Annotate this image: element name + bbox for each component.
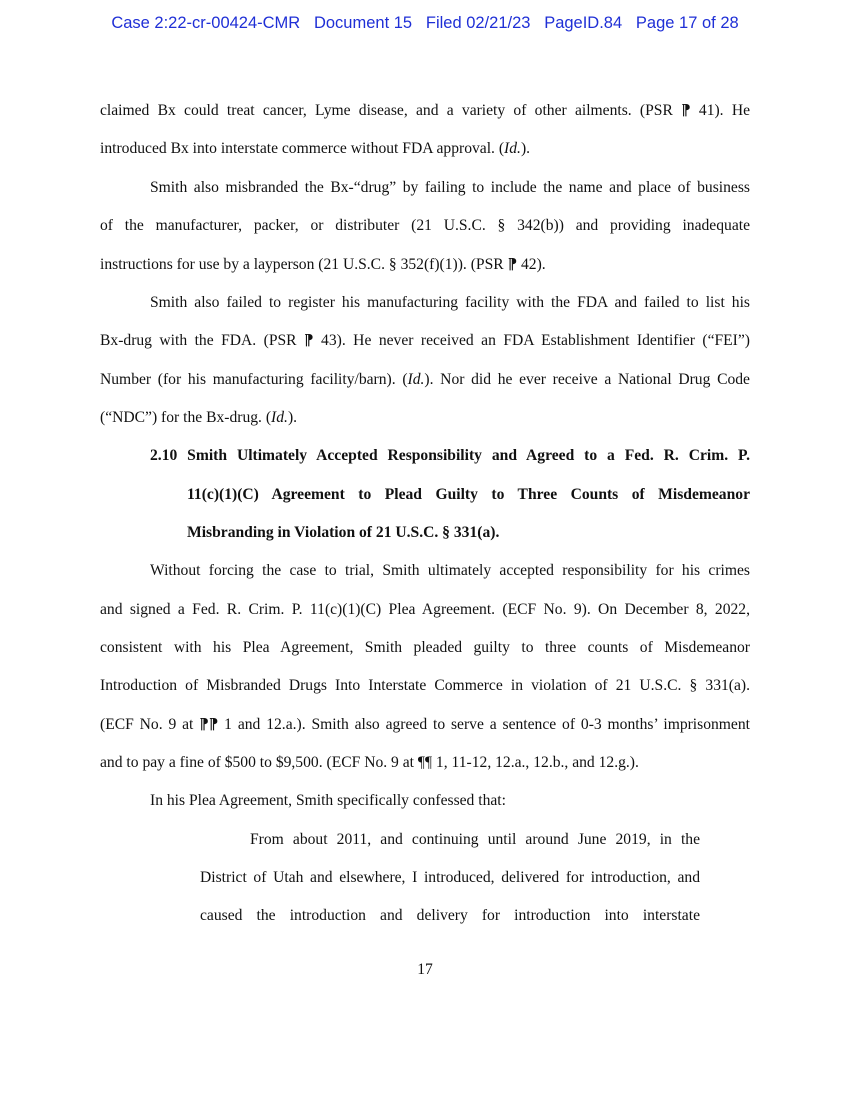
body-line: of the manufacturer, packer, or distributer (21 U.S.C. § 342(b)) and providing inadequate [100,217,750,234]
body-line: Introduction of Misbranded Drugs Into Interstate Commerce in violation of 21 U.S.C. § 331(a). [100,677,750,694]
body-line: Smith also misbranded the Bx-“drug” by failing to include the name and place of business [150,179,750,196]
body-line: (“NDC”) for the Bx-drug. (Id.). [100,409,298,426]
body-line: consistent with his Plea Agreement, Smith pleaded guilty to three counts of Misdemeanor [100,639,750,656]
block-quote-line: District of Utah and elsewhere, I introduced, delivered for introduction, and [200,869,700,886]
body-line: instructions for use by a layperson (21 U.S.C. § 352(f)(1)). (PSR ⁋ 42). [100,256,546,273]
body-line: Without forcing the case to trial, Smith ultimately accepted responsibility for his crimes [150,562,750,579]
body-line: introduced Bx into interstate commerce without FDA approval. (Id.). [100,140,531,157]
block-quote-line: caused the introduction and delivery for introduction into interstate [200,907,700,924]
body-line: and signed a Fed. R. Crim. P. 11(c)(1)(C) Plea Agreement. (ECF No. 9). On December 8, 2022, [100,601,750,618]
case-header: Case 2:22-cr-00424-CMR Document 15 Filed 02/21/23 PageID.84 Page 17 of 28 [111,14,739,32]
section-heading: 2.10 Smith Ultimately Accepted Responsibility and Agreed to a Fed. R. Crim. P. [150,447,750,464]
page-number: 17 [417,961,433,978]
body-line: (ECF No. 9 at ⁋⁋ 1 and 12.a.). Smith also agreed to serve a sentence of 0-3 months’ imprisonment [100,716,750,733]
section-heading: Misbranding in Violation of 21 U.S.C. § 331(a). [187,524,500,541]
body-line: Smith also failed to register his manufacturing facility with the FDA and failed to list his [150,294,750,311]
body-line: Bx-drug with the FDA. (PSR ⁋ 43). He never received an FDA Establishment Identifier (“FEI”) [100,332,750,349]
body-line: Number (for his manufacturing facility/barn). (Id.). Nor did he ever receive a National Drug Code [100,371,750,388]
body-line: In his Plea Agreement, Smith specifically confessed that: [150,792,506,809]
body-line: and to pay a fine of $500 to $9,500. (ECF No. 9 at ¶¶ 1, 11-12, 12.a., 12.b., and 12.g.). [100,754,639,771]
section-heading: 11(c)(1)(C) Agreement to Plead Guilty to Three Counts of Misdemeanor [187,486,750,503]
body-line: claimed Bx could treat cancer, Lyme disease, and a variety of other ailments. (PSR ⁋ 41). He [100,102,751,119]
block-quote-line: From about 2011, and continuing until around June 2019, in the [250,831,700,848]
